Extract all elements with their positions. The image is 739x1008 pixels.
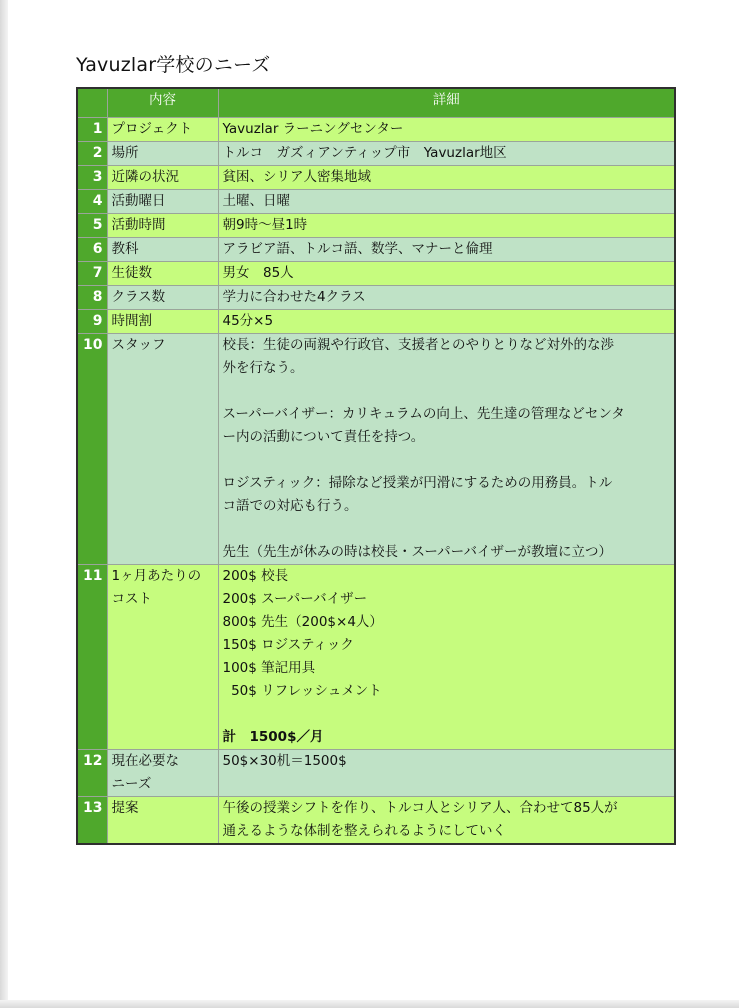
detail-line: 50$×30机＝1500$ (222, 753, 347, 769)
item-line: 活動時間 (111, 217, 166, 233)
row-number: 10 (77, 334, 107, 565)
row-number: 13 (77, 797, 107, 845)
row-number: 6 (77, 238, 107, 262)
row-detail (218, 797, 675, 845)
detail-line (223, 449, 671, 472)
detail-line: Yavuzlar ラーニングセンター (222, 121, 404, 137)
row-detail (218, 142, 675, 166)
row-detail (218, 238, 675, 262)
row-item (107, 286, 218, 310)
detail-line: 校長：生徒の両親や行政官、支援者とのやりとりなど対外的な渉 (222, 337, 614, 353)
detail-line: 学力に合わせた4クラス (222, 289, 366, 305)
detail-line: コ語での対応も行う。 (222, 498, 358, 514)
row-number: 2 (77, 142, 107, 166)
item-line: 提案 (111, 800, 139, 816)
item-line: スタッフ (111, 337, 166, 353)
row-detail (218, 262, 675, 286)
table-row (77, 797, 675, 845)
item-line: 活動曜日 (111, 193, 166, 209)
header-detail: 詳細 (218, 88, 675, 118)
row-item (107, 797, 218, 845)
detail-line: ロジスティック：掃除など授業が円滑にするための用務員。トル (222, 475, 613, 491)
table-header-row (77, 88, 675, 118)
row-item (107, 190, 218, 214)
cost-total: 計 1500$／月 (222, 729, 324, 745)
row-number: 1 (77, 118, 107, 142)
row-detail (218, 166, 675, 190)
header-item: 内容 (107, 88, 218, 118)
detail-line: 50$ リフレッシュメント (222, 683, 382, 699)
detail-line: 200$ 校長 (222, 568, 289, 584)
row-detail (218, 565, 675, 750)
row-item (107, 310, 218, 334)
item-line: プロジェクト (111, 121, 193, 137)
row-item (107, 334, 218, 565)
detail-line: 朝9時～昼1時 (222, 217, 308, 233)
item-line: コスト (111, 591, 152, 607)
detail-line: 先生（先生が休みの時は校長・スーパーバイザーが教壇に立つ） (222, 544, 612, 560)
row-detail (218, 214, 675, 238)
detail-line: ー内の活動について責任を持つ。 (222, 429, 425, 445)
detail-line: アラビア語、トルコ語、数学、マナーと倫理 (222, 241, 493, 257)
row-number: 9 (77, 310, 107, 334)
detail-line: 通えるような体制を整えられるようにしていく (222, 823, 506, 839)
row-number: 7 (77, 262, 107, 286)
item-line: 場所 (111, 145, 139, 161)
detail-line: 200$ スーパーバイザー (222, 591, 368, 607)
row-detail (218, 750, 675, 797)
item-line: 時間割 (111, 313, 152, 329)
row-item (107, 166, 218, 190)
detail-line (223, 380, 671, 403)
detail-line: トルコ ガズィアンティップ市 Yavuzlar地区 (222, 145, 507, 161)
detail-line: 800$ 先生（200$×4人） (222, 614, 383, 630)
table-row (77, 238, 675, 262)
table-row (77, 118, 675, 142)
row-item (107, 565, 218, 750)
item-line: 近隣の状況 (111, 169, 179, 185)
row-number: 8 (77, 286, 107, 310)
row-detail (218, 310, 675, 334)
page-left-edge (0, 0, 8, 1008)
table-row (77, 750, 675, 797)
row-number: 3 (77, 166, 107, 190)
row-detail (218, 334, 675, 565)
table-row (77, 142, 675, 166)
detail-line: 外を行なう。 (222, 360, 304, 376)
table-row (77, 166, 675, 190)
item-line: クラス数 (111, 289, 166, 305)
page-bottom-edge (0, 1000, 739, 1008)
table-row (77, 190, 675, 214)
table-row (77, 334, 675, 565)
row-item (107, 262, 218, 286)
table-row (77, 565, 675, 750)
item-line: 生徒数 (111, 265, 152, 281)
row-item (107, 118, 218, 142)
item-line: ニーズ (111, 776, 152, 792)
row-item (107, 214, 218, 238)
row-detail (218, 118, 675, 142)
table-row (77, 310, 675, 334)
row-number: 5 (77, 214, 107, 238)
table-row (77, 262, 675, 286)
table-row (77, 214, 675, 238)
detail-line: 男女 85人 (222, 265, 294, 281)
item-line: 現在必要な (111, 753, 179, 769)
detail-line: 午後の授業シフトを作り、トルコ人とシリア人、合わせて85人が (222, 800, 618, 816)
table-row (77, 286, 675, 310)
item-line: 1ヶ月あたりの (111, 568, 202, 584)
detail-line (223, 703, 671, 726)
row-detail (218, 286, 675, 310)
row-item (107, 750, 218, 797)
detail-line (223, 518, 671, 541)
row-detail (218, 190, 675, 214)
row-number: 12 (77, 750, 107, 797)
item-line: 教科 (111, 241, 139, 257)
detail-line: 貧困、シリア人密集地域 (222, 169, 371, 185)
detail-line: 100$ 筆記用具 (222, 660, 316, 676)
detail-line: 土曜、日曜 (222, 193, 290, 209)
row-number: 11 (77, 565, 107, 750)
table-body (77, 118, 675, 845)
row-item (107, 142, 218, 166)
detail-line: スーパーバイザー：カリキュラムの向上、先生達の管理などセンタ (222, 406, 625, 422)
row-number: 4 (77, 190, 107, 214)
detail-line: 45分×5 (222, 313, 274, 329)
detail-line: 150$ ロジスティック (222, 637, 354, 653)
row-item (107, 238, 218, 262)
needs-table (76, 87, 676, 845)
page-title: Yavuzlar学校のニーズ (76, 54, 271, 76)
header-number (77, 88, 107, 118)
